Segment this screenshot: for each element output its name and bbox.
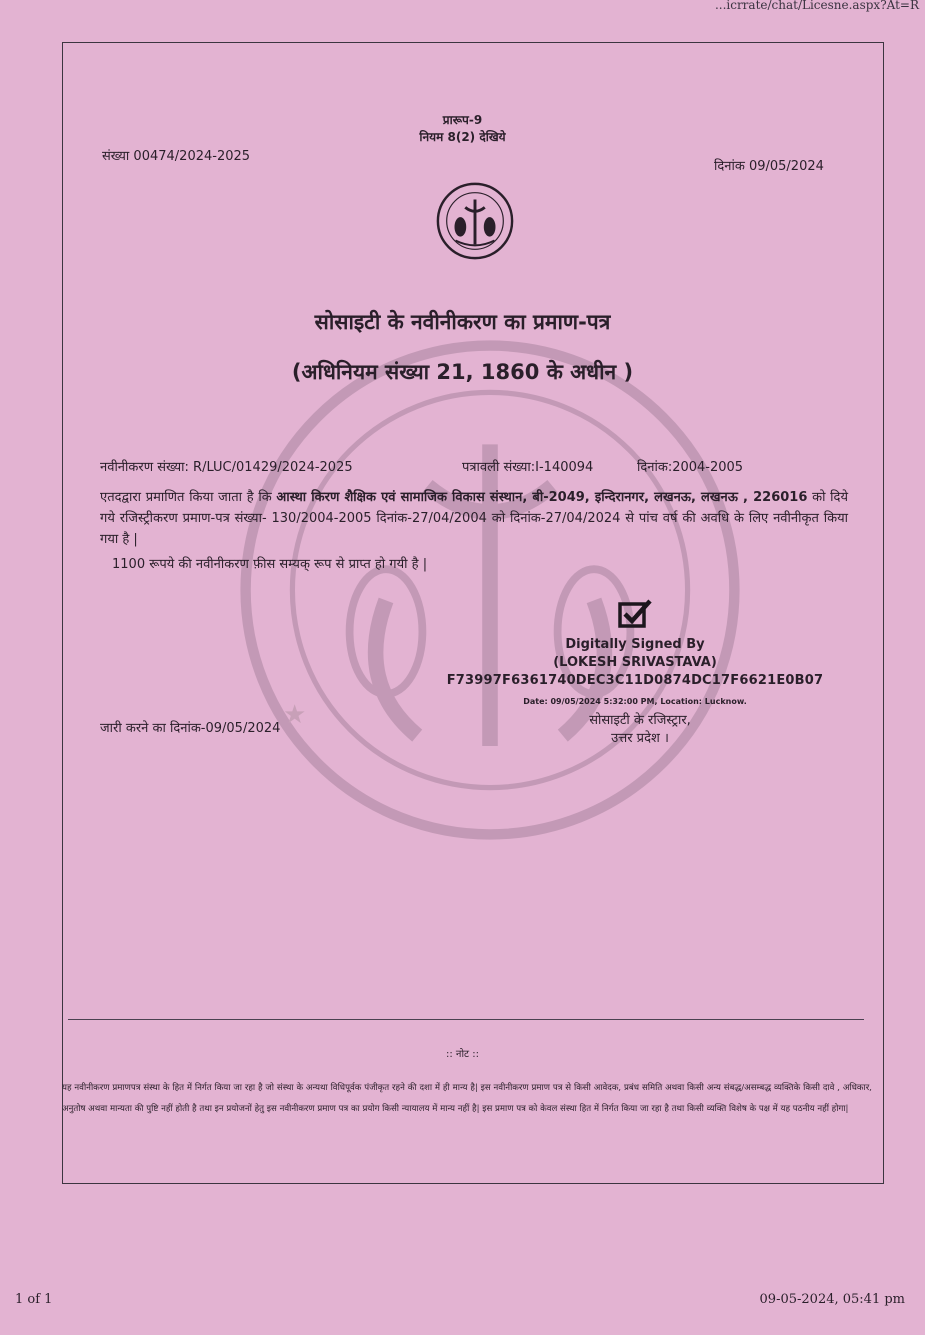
registrar-line2: उत्तर प्रदेश ।: [611, 731, 669, 746]
signature-datetime: Date: 09/05/2024 5:32:00 PM, Location: Lucknow.: [523, 697, 747, 706]
certification-text: [100, 487, 848, 550]
society-name-address: आस्था किरण शैक्षिक एवं सामाजिक विकास संस्थान, बी-2049, इन्दिरानगर, लखनऊ, लखनऊ , 226016: [276, 490, 808, 505]
renewal-text: को दिये गये रजिस्ट्रीकरण प्रमाण-पत्र संख्या- 130/2004-2005 दिनांक-27/04/2004 को दिनांक-27/04/2024 से पांच वर्ष की अवधि के लिए नवीनीकृत किया गया है |: [100, 490, 848, 547]
fee-statement: 1100 रूपये की नवीनीकरण फ़ीस सम्यक् रूप से प्राप्त हो गयी है |: [112, 557, 428, 572]
print-timestamp: 09-05-2024, 05:41 pm: [759, 1292, 905, 1307]
renewal-number: नवीनीकरण संख्या: R/LUC/01429/2024-2025: [100, 460, 353, 475]
divider: [68, 1019, 864, 1020]
certificate-number: संख्या 00474/2024-2025: [102, 149, 251, 164]
browser-url: ...icrrate/chat/Licesne.aspx?At=R: [714, 0, 919, 12]
up-emblem-icon: [426, 180, 524, 262]
digital-signature: [430, 636, 840, 708]
signature-hash: F73997F6361740DEC3C11D0874DC17F6621E0B07: [446, 673, 824, 688]
certificate-date: दिनांक 09/05/2024: [714, 159, 824, 174]
page-title: सोसाइटी के नवीनीकरण का प्रमाण-पत्र: [314, 310, 611, 334]
act-subtitle: (अधिनियम संख्या 21, 1860 के अधीन ): [291, 360, 634, 384]
signed-by-label: Digitally Signed By: [565, 637, 705, 652]
note-text: यह नवीनीकरण प्रमाणपत्र संस्था के हित में निर्गत किया जा रहा है जो संस्था के अन्यथा विधिपूर्वक पंजीकृत रहने की दशा में ही मान्य है| इस नवीनीकरण प्रमाण पत्र से किसी आवेदक, प्रबंध समिति अथवा किसी अन्य संबद्ध/असम्बद्ध व्यक्तिके किसी दावे , अधिकार, अनुतोष अथवा मान्यता की पुष्टि नहीं होती है तथा इन प्रयोजनों हेतु इस नवीनीकरण प्रमाण पत्र का प्रयोग किसी न्यायालय में मान्य नहीं है| इस प्रमाण पत्र को केवल संस्था हित में निर्गत किया जा रहा है तथा किसी व्यक्ति विशेष के पक्ष में यह पठनीय नहीं होगा|: [62, 1083, 872, 1114]
form-header: [0, 112, 925, 146]
rule-reference: नियम 8(2) देखिये: [419, 130, 506, 144]
registrar-designation: [560, 712, 720, 748]
intro-text: एतदद्वारा प्रमाणित किया जाता है कि: [100, 490, 277, 505]
signature-valid-check-icon: [617, 598, 653, 630]
watermark-seal-icon: [230, 330, 750, 850]
star-icon: ★: [283, 700, 307, 730]
form-number: प्रारूप-9: [442, 113, 483, 127]
issue-date: जारी करने का दिनांक-09/05/2024: [100, 721, 281, 736]
registrar-line1: सोसाइटी के रजिस्ट्रार,: [589, 713, 691, 728]
signer-name: (LOKESH SRIVASTAVA): [553, 655, 717, 670]
file-date: दिनांक:2004-2005: [637, 460, 744, 475]
file-number: पत्रावली संख्या:I-140094: [462, 460, 594, 475]
page-count: 1 of 1: [15, 1292, 53, 1307]
note-heading: :: नोट ::: [445, 1049, 479, 1060]
